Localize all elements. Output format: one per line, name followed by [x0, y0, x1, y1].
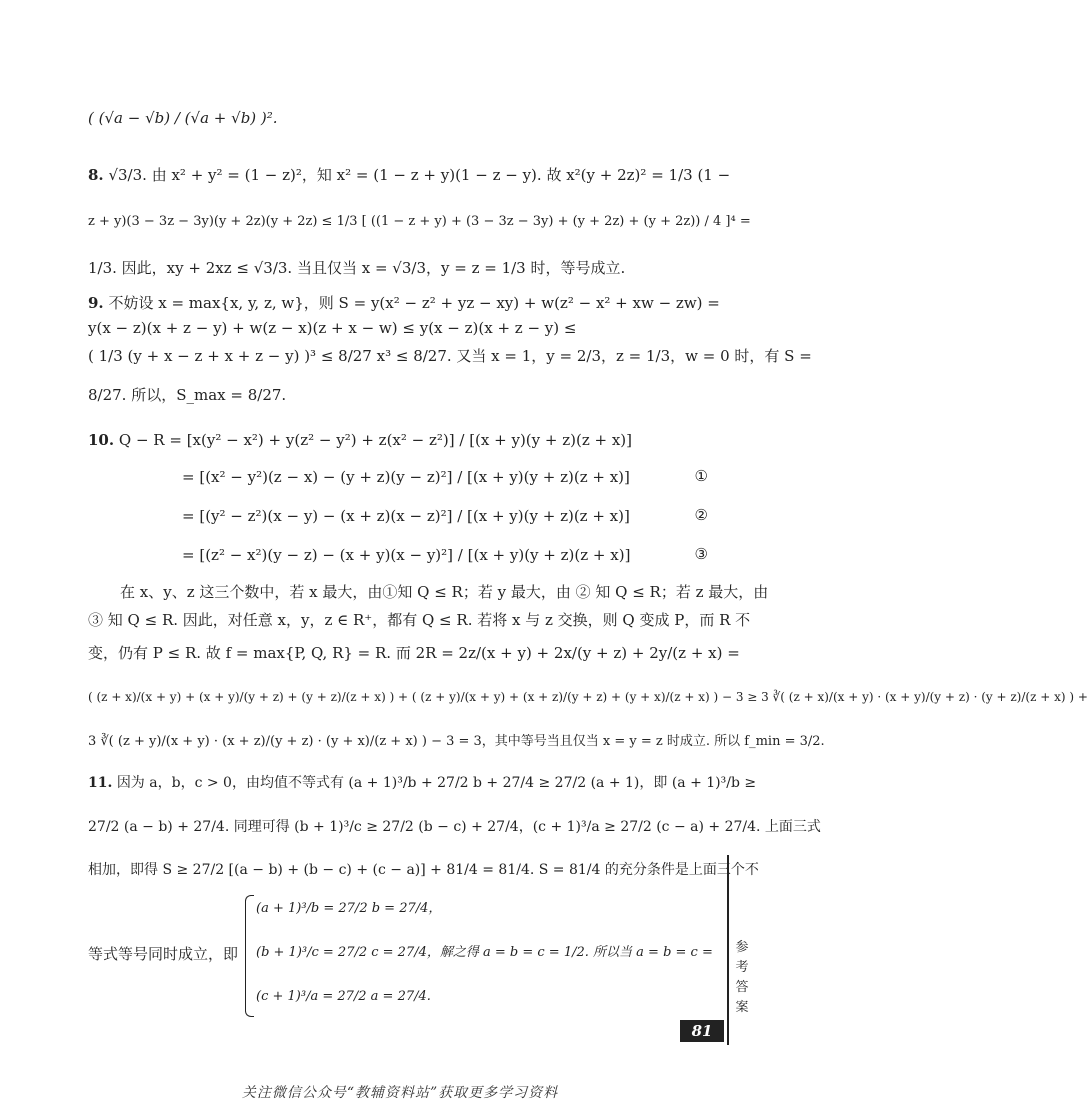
answer-8-text-1: √3/3. 由 x² + y² = (1 − z)²，知 x² = (1 − z + y)(1 − z − y). 故 x²(y + 2z)² = 1/3 (1 −: [108, 166, 731, 184]
answer-9-line-2: y(x − z)(x + z − y) + w(z − x)(z + x − w) ≤ y(x − z)(x + z − y) ≤: [88, 319, 577, 337]
answer-8-line-2: z + y)(3 − 3z − 3y)(y + 2z)(y + 2z) ≤ 1/3 [ ((1 − z + y) + (3 − 3z − 3y) + (y + 2z) + (y + 2z)) / 4 ]⁴ =: [88, 214, 751, 229]
answer-11-line-1: [88, 773, 756, 793]
answer-11-line-4: 等式等号同时成立，即: [88, 945, 239, 963]
system-equation-1: (a + 1)³/b = 27/2 b = 27/4，: [256, 901, 442, 916]
answer-10-line-1: [88, 430, 632, 450]
sidebar-section-label: 参考答案: [735, 940, 749, 1015]
answer-11-line-3: 相加，即得 S ≥ 27/2 [(a − b) + (b − c) + (c − a)] + 81/4 = 81/4. S = 81/4 的充分条件是上面三个不: [88, 862, 759, 878]
answer-11-line-2: 27/2 (a − b) + 27/4. 同理可得 (b + 1)³/c ≥ 27/2 (b − c) + 27/4，(c + 1)³/a ≥ 27/2 (c − a) + 27/4. 上面三式: [88, 819, 821, 835]
system-equation-2: (b + 1)³/c = 27/2 c = 27/4，解之得 a = b = c = 1/2. 所以当 a = b = c =: [256, 945, 713, 960]
answer-10-text-3: ③ 知 Q ≤ R. 因此，对任意 x，y，z ∈ R⁺，都有 Q ≤ R. 若将 x 与 z 交换，则 Q 变成 P，而 R 不: [88, 611, 751, 629]
answer-10-eq-3: = [(z² − x²)(y − z) − (x + y)(x − y)²] / [(x + y)(y + z)(z + x)]: [182, 546, 631, 564]
question-number-9: 9.: [88, 294, 104, 312]
answer-11-text-1: 因为 a，b，c > 0，由均值不等式有 (a + 1)³/b + 27/2 b + 27/4 ≥ 27/2 (a + 1)，即 (a + 1)³/b ≥: [116, 775, 757, 791]
footer-watermark-text: 关注微信公众号“教辅资料站”获取更多学习资料: [241, 1085, 559, 1101]
answer-9-text-1: 不妨设 x = max{x, y, z, w}，则 S = y(x² − z² + yz − xy) + w(z² − x² + xw − zw) =: [108, 294, 720, 312]
answer-9-line-3: ( 1/3 (y + x − z + x + z − y) )³ ≤ 8/27 x³ ≤ 8/27. 又当 x = 1，y = 2/3，z = 1/3，w = 0 时，有 S =: [88, 347, 812, 365]
question-number-11: 11.: [88, 775, 113, 791]
answer-7-tail: ( (√a − √b) / (√a + √b) )².: [88, 109, 278, 127]
system-equation-3: (c + 1)³/a = 27/2 a = 27/4.: [256, 989, 431, 1004]
answer-10-text-5: ( (z + x)/(x + y) + (x + y)/(y + z) + (y + z)/(z + x) ) + ( (z + y)/(x + y) + (x + z)/(y + z) + (y + x)/(z + x) ) − 3 ≥ 3 ∛( (z + x)/(x + y) · (x + y)/(y + z) · (y + z)/(z + x) ) +: [88, 690, 1088, 704]
equation-label-3: ③: [694, 545, 708, 563]
answer-10-text-6: 3 ∛( (z + y)/(x + y) · (x + z)/(y + z) · (y + x)/(z + x) ) − 3 = 3，其中等号当且仅当 x = y = z 时成立. 所以 f_min = 3/2.: [88, 734, 825, 749]
system-brace: [245, 895, 254, 1017]
question-number-8: 8.: [88, 166, 104, 184]
question-number-10: 10.: [88, 431, 115, 449]
answer-9-line-1: [88, 293, 720, 313]
answer-10-text-2: 在 x、y、z 这三个数中，若 x 最大，由①知 Q ≤ R；若 y 最大，由 ② 知 Q ≤ R；若 z 最大，由: [120, 583, 769, 601]
answer-10-text-4: 变，仍有 P ≤ R. 故 f = max{P, Q, R} = R. 而 2R = 2z/(x + y) + 2x/(y + z) + 2y/(z + x) =: [88, 644, 740, 662]
sidebar-rule: [727, 855, 729, 1045]
page-number: 81: [680, 1020, 724, 1042]
equation-label-1: ①: [694, 467, 708, 485]
answer-10-text-1: Q − R = [x(y² − x²) + y(z² − y²) + z(x² − z²)] / [(x + y)(y + z)(z + x)]: [118, 431, 633, 449]
answer-9-line-4: 8/27. 所以，S_max = 8/27.: [88, 386, 287, 404]
answer-8-line-3: 1/3. 因此，xy + 2xz ≤ √3/3. 当且仅当 x = √3/3，y = z = 1/3 时，等号成立.: [88, 259, 626, 277]
answer-10-eq-2: = [(y² − z²)(x − y) − (x + z)(x − z)²] / [(x + y)(y + z)(z + x)]: [182, 507, 630, 525]
equation-label-2: ②: [694, 506, 708, 524]
answer-10-eq-1: = [(x² − y²)(z − x) − (y + z)(y − z)²] / [(x + y)(y + z)(z + x)]: [182, 468, 630, 486]
answer-8-line-1: [88, 165, 730, 185]
